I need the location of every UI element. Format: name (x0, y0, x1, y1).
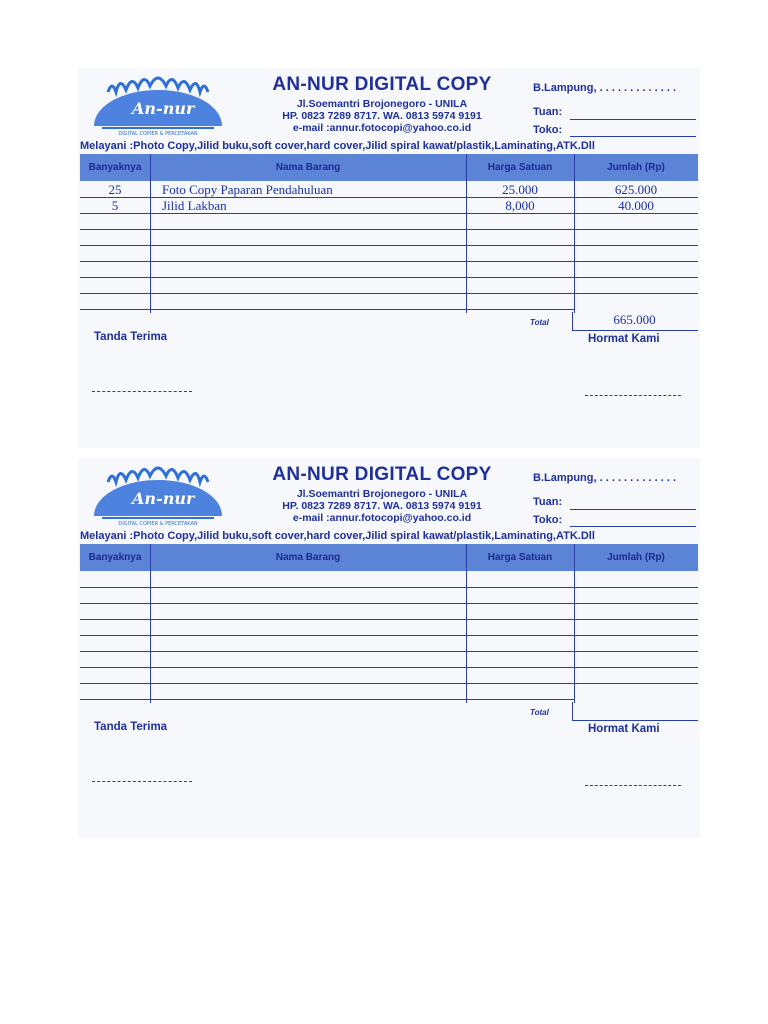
receiver-signature-line (92, 781, 192, 782)
tuan-label: Tuan: (533, 106, 563, 118)
items-table (80, 544, 698, 703)
row-2-item: Jilid Lakban (162, 198, 227, 213)
shop-name: AN-NUR DIGITAL COPY (272, 464, 492, 485)
shop-address: Jl.Soemantri Brojonegoro - UNILA (296, 488, 468, 500)
city-date-label: B.Lampung, . . . . . . . . . . . . . (533, 472, 677, 484)
row-1-price: 25.000 (502, 182, 538, 197)
svg-text:DIGITAL COPIER & PERCETAKAN: DIGITAL COPIER & PERCETAKAN (118, 521, 198, 527)
row-1-qty: 25 (108, 182, 122, 197)
total-label: Total (530, 318, 549, 327)
shop-address: Jl.Soemantri Brojonegoro - UNILA (296, 98, 468, 110)
tuan-line (570, 509, 696, 510)
shop-phone: HP. 0823 7289 8717. WA. 0813 5974 9191 (282, 110, 482, 122)
received-label: Tanda Terima (94, 721, 168, 733)
tuan-label: Tuan: (533, 496, 563, 508)
col-harga-satuan: Harga Satuan (487, 552, 553, 563)
items-table (80, 154, 698, 313)
seller-signature-line (585, 785, 681, 786)
row-1-item: Foto Copy Paparan Pendahuluan (162, 182, 333, 197)
toko-line (570, 526, 696, 527)
row-2-price: 8,000 (505, 198, 535, 213)
receiver-signature-line (92, 391, 192, 392)
row-1-amount: 625.000 (614, 182, 658, 197)
shop-name: AN-NUR DIGITAL COPY (272, 74, 492, 95)
services-line: Melayani :Photo Copy,Jilid buku,soft cover,hard cover,Jilid spiral kawat/plastik,Laminating,ATK.Dll (80, 530, 595, 542)
seller-signature-line (585, 395, 681, 396)
an-nur-logo-icon (88, 72, 228, 138)
an-nur-logo-icon (88, 462, 228, 528)
col-harga-satuan: Harga Satuan (487, 162, 553, 173)
col-banyaknya: Banyaknya (88, 162, 142, 173)
total-label: Total (530, 708, 549, 717)
toko-line (570, 136, 696, 137)
row-2-qty: 5 (111, 198, 119, 213)
col-nama-barang: Nama Barang (275, 162, 341, 173)
toko-label: Toko: (533, 514, 563, 526)
receipt-form-1 (78, 68, 700, 448)
shop-email: e-mail :annur.fotocopi@yahoo.co.id (292, 512, 472, 524)
total-box (572, 702, 698, 721)
regards-label: Hormat Kami (588, 333, 660, 345)
receipt-form-2 (78, 458, 700, 838)
shop-phone: HP. 0823 7289 8717. WA. 0813 5974 9191 (282, 500, 482, 512)
svg-text:DIGITAL COPIER & PERCETAKAN: DIGITAL COPIER & PERCETAKAN (118, 131, 198, 137)
city-date-label: B.Lampung, . . . . . . . . . . . . . (533, 82, 677, 94)
regards-label: Hormat Kami (588, 723, 660, 735)
col-jumlah: Jumlah (Rp) (607, 552, 665, 563)
services-line: Melayani :Photo Copy,Jilid buku,soft cover,hard cover,Jilid spiral kawat/plastik,Laminating,ATK.Dll (80, 140, 595, 152)
svg-text:An-nur: An-nur (132, 489, 195, 508)
col-nama-barang: Nama Barang (275, 552, 341, 563)
received-label: Tanda Terima (94, 331, 168, 343)
col-banyaknya: Banyaknya (88, 552, 142, 563)
total-value: 665.000 (613, 312, 656, 327)
row-2-amount: 40.000 (618, 198, 654, 213)
col-jumlah: Jumlah (Rp) (607, 162, 665, 173)
toko-label: Toko: (533, 124, 563, 136)
tuan-line (570, 119, 696, 120)
shop-email: e-mail :annur.fotocopi@yahoo.co.id (292, 122, 472, 134)
svg-text:An-nur: An-nur (132, 99, 195, 118)
